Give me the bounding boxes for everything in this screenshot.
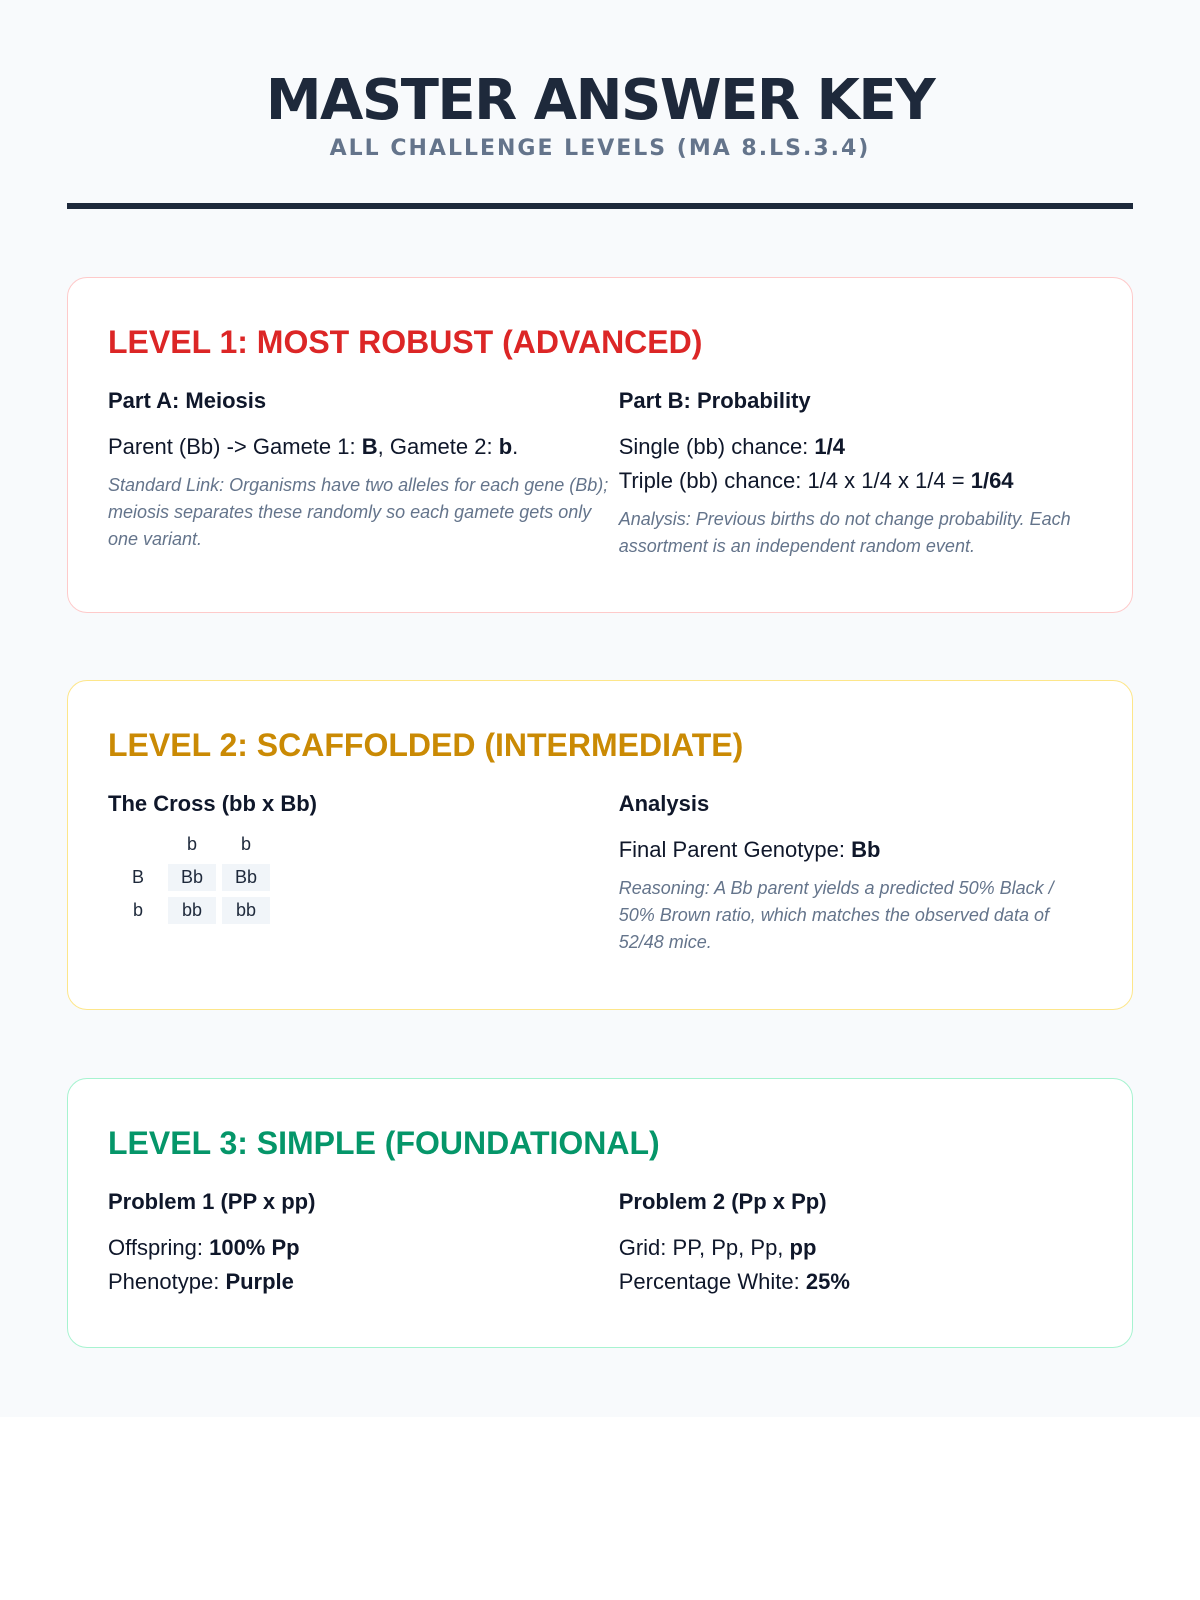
part-a-end: . — [512, 434, 519, 459]
level-3-problem-1 — [108, 1189, 619, 1299]
punnett-top-allele: b — [186, 834, 197, 854]
problem-1-heading: Problem 1 (PP x pp) — [108, 1189, 316, 1214]
level-2-card — [67, 680, 1133, 1010]
single-chance-line — [619, 430, 1092, 464]
grid-line — [619, 1231, 1092, 1265]
level-1-part-a — [108, 388, 619, 560]
phenotype-label: Phenotype: — [108, 1269, 226, 1294]
punnett-top-allele: b — [240, 834, 251, 854]
problem-2-heading: Problem 2 (Pp x Pp) — [618, 1189, 827, 1214]
level-2-cross — [108, 791, 619, 956]
gamete-1-value: B — [361, 434, 378, 459]
level-1-part-b — [619, 388, 1092, 560]
punnett-cell: bb — [222, 897, 270, 924]
parent-genotype-value: Bb — [851, 837, 881, 862]
grid-value: pp — [789, 1235, 817, 1260]
level-2-title: LEVEL 2: SCAFFOLDED (INTERMEDIATE) — [108, 727, 744, 763]
level-3-title: LEVEL 3: SIMPLE (FOUNDATIONAL) — [108, 1125, 660, 1161]
analysis-note: Reasoning: A Bb parent yields a predicted 50% Black / 50% Brown ratio, which matches the observed data of 52/48 mice. — [618, 878, 1054, 952]
offspring-value: 100% Pp — [209, 1235, 300, 1260]
level-2-analysis — [619, 791, 1092, 956]
parent-genotype-line — [619, 833, 1092, 867]
part-b-heading: Part B: Probability — [618, 388, 811, 413]
single-chance-label: Single (bb) chance: — [618, 434, 815, 459]
part-a-answer — [108, 430, 619, 464]
punnett-side-allele: b — [132, 900, 143, 920]
triple-chance-label: Triple (bb) chance: 1/4 x 1/4 x 1/4 = — [618, 468, 971, 493]
gamete-2-value: b — [498, 434, 513, 459]
single-chance-value: 1/4 — [814, 434, 845, 459]
level-1-card — [67, 277, 1133, 613]
percentage-white-value: 25% — [805, 1269, 850, 1294]
level-1-title: LEVEL 1: MOST ROBUST (ADVANCED) — [108, 324, 703, 360]
page-title: MASTER ANSWER KEY — [265, 68, 935, 133]
cross-heading: The Cross (bb x Bb) — [108, 791, 318, 816]
header-divider — [67, 203, 1133, 209]
page-header — [67, 0, 1133, 161]
part-a-heading: Part A: Meiosis — [108, 388, 267, 413]
triple-chance-value: 1/64 — [970, 468, 1014, 493]
part-a-note: Standard Link: Organisms have two alleles for each gene (Bb); meiosis separates these randomly so each gamete gets only one variant. — [108, 475, 609, 549]
part-a-mid: , Gamete 2: — [377, 434, 499, 459]
level-3-problem-2 — [619, 1189, 1092, 1299]
level-3-card — [67, 1078, 1133, 1348]
percentage-white-line — [619, 1265, 1092, 1299]
punnett-side-allele: B — [131, 867, 144, 887]
page-subtitle: ALL CHALLENGE LEVELS (MA 8.LS.3.4) — [329, 136, 871, 161]
offspring-label: Offspring: — [108, 1235, 210, 1260]
punnett-square — [108, 825, 276, 930]
punnett-corner — [114, 831, 162, 858]
phenotype-value: Purple — [225, 1269, 294, 1294]
part-a-prefix: Parent (Bb) -> Gamete 1: — [108, 434, 362, 459]
percentage-white-label: Percentage White: — [618, 1269, 806, 1294]
parent-genotype-label: Final Parent Genotype: — [618, 837, 852, 862]
offspring-line — [108, 1231, 619, 1265]
phenotype-line — [108, 1265, 619, 1299]
triple-chance-line — [619, 464, 1092, 498]
punnett-cell: Bb — [222, 864, 270, 891]
punnett-cell: Bb — [168, 864, 216, 891]
punnett-cell: bb — [168, 897, 216, 924]
grid-label: Grid: PP, Pp, Pp, — [618, 1235, 790, 1260]
analysis-heading: Analysis — [618, 791, 710, 816]
part-b-note: Analysis: Previous births do not change probability. Each assortment is an independent random event. — [618, 509, 1071, 556]
